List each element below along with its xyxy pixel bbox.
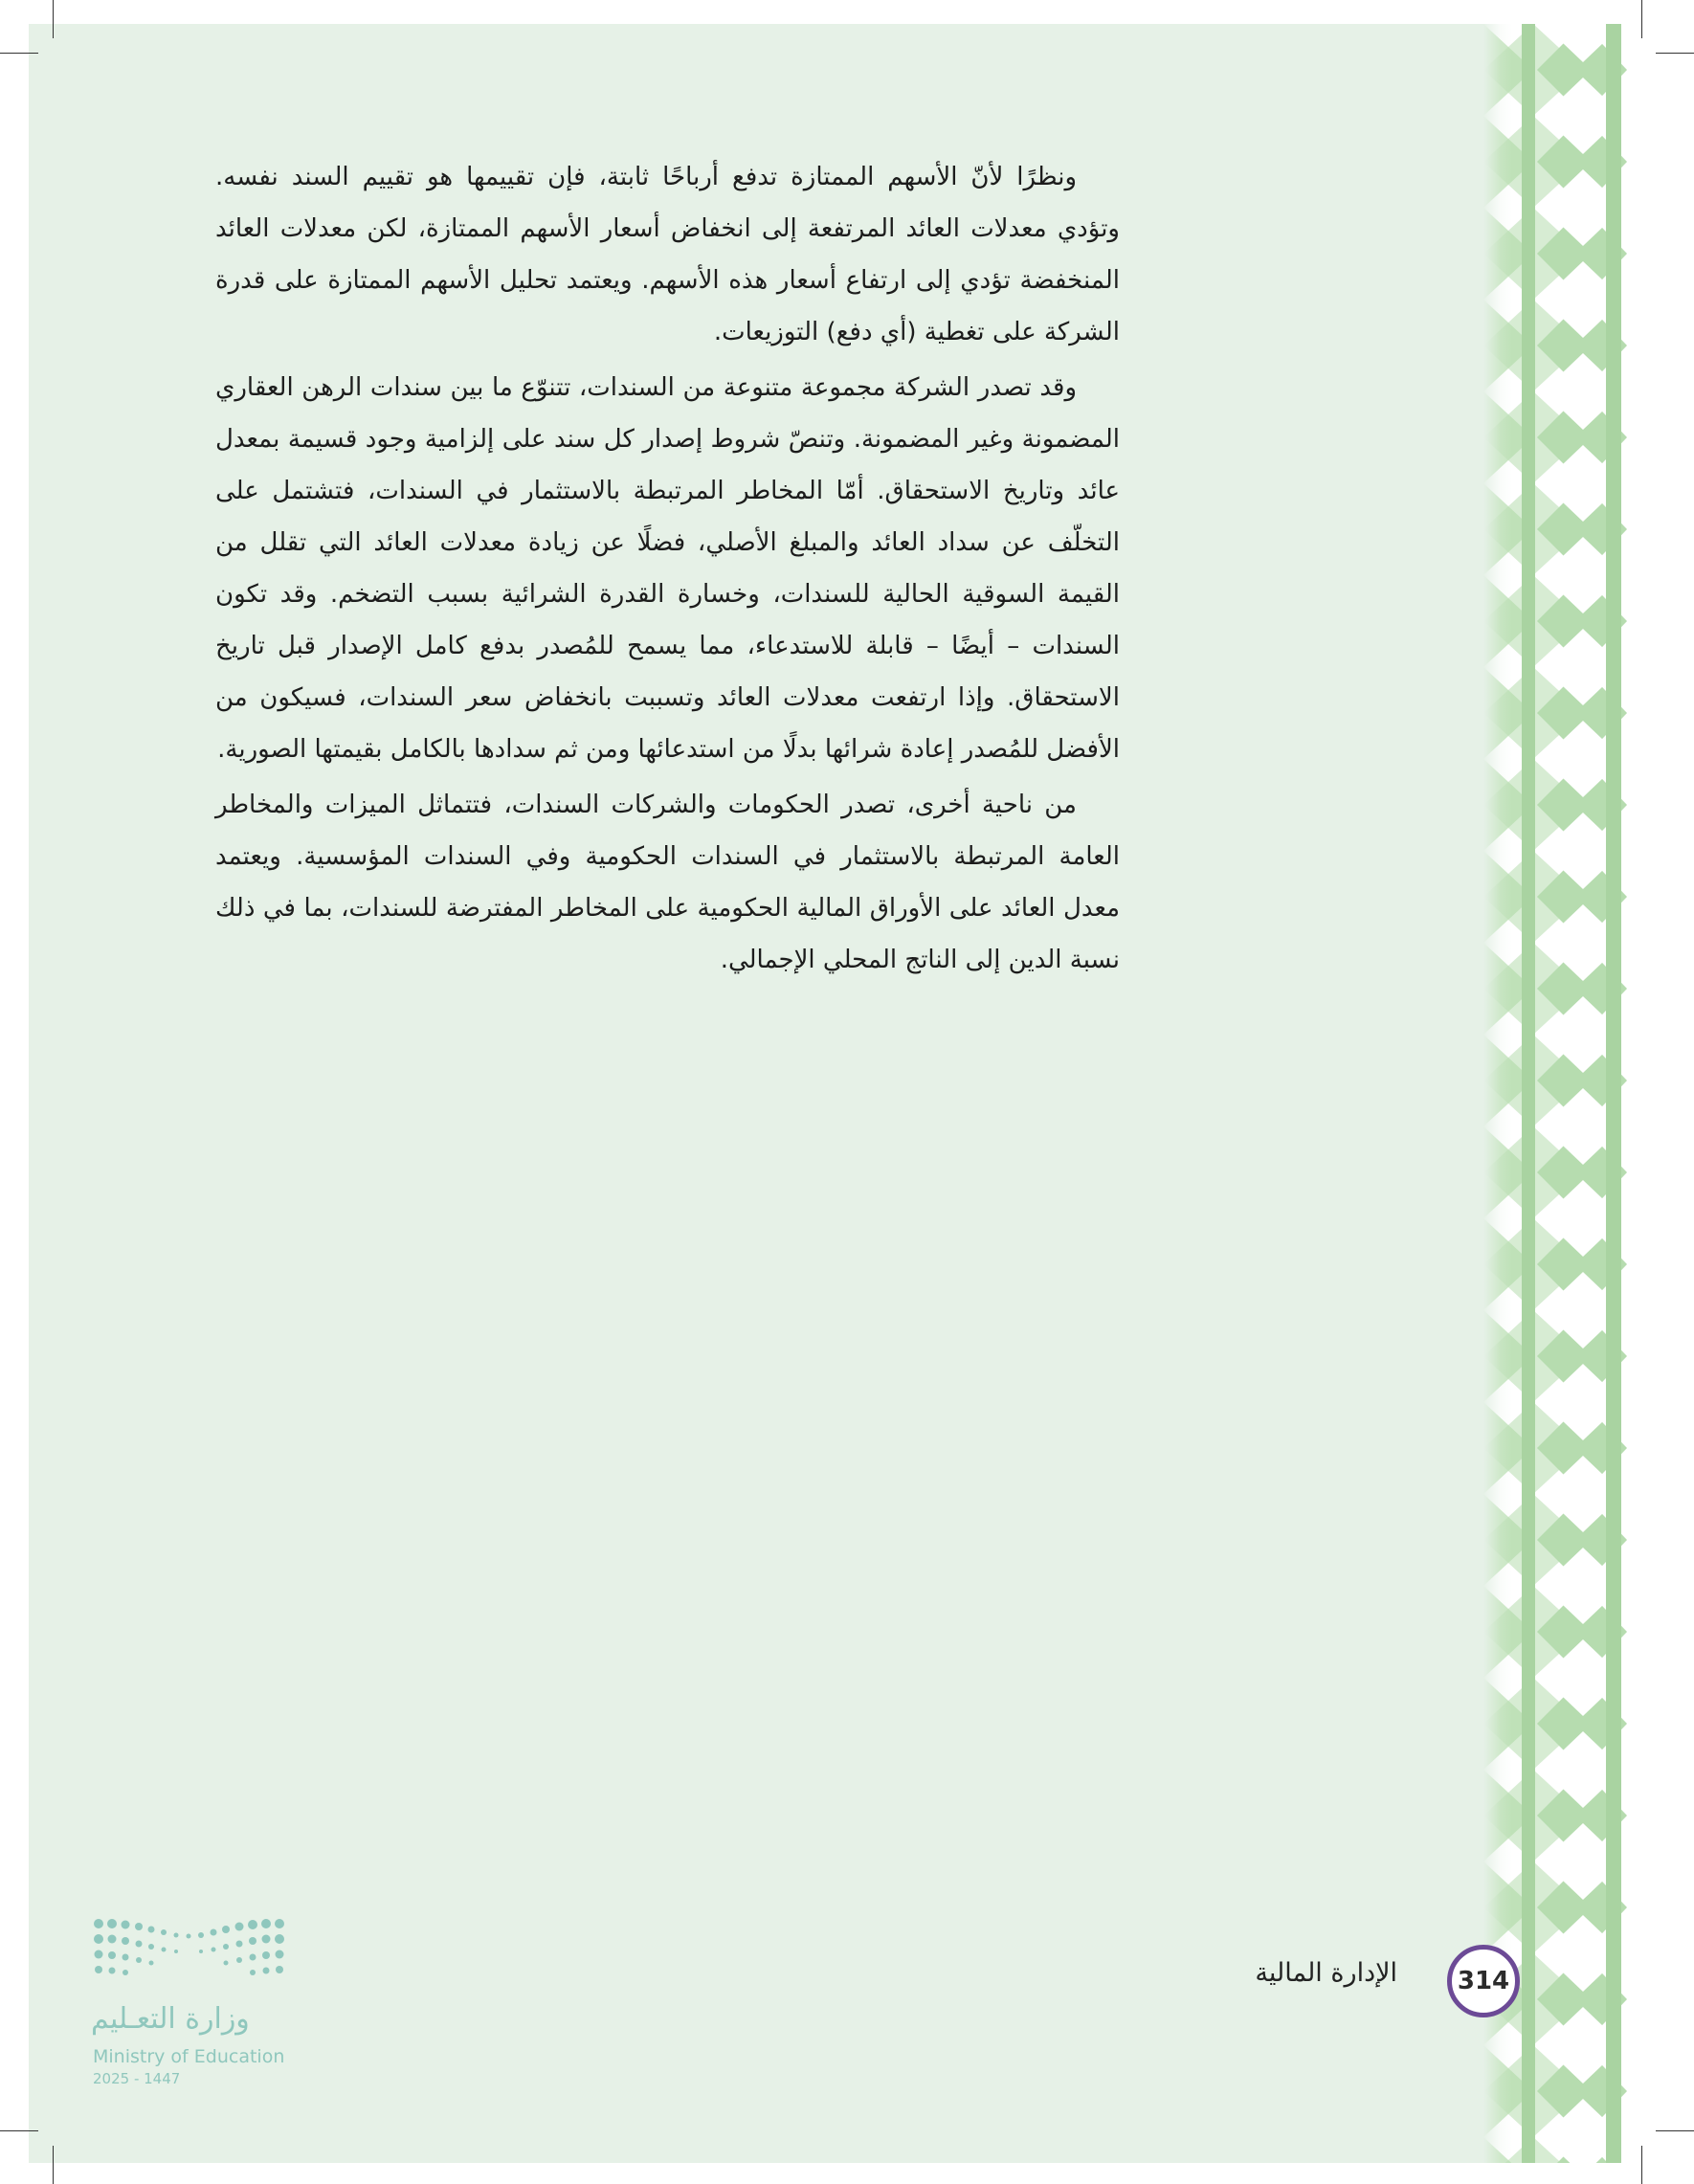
crop-mark	[0, 53, 38, 54]
paragraph: وقد تصدر الشركة مجموعة متنوعة من السندات، تتنوّع ما بين سندات الرهن العقاري المضمونة وغير المضمونة. وتنصّ شروط إصدار كل سند على إلزامية وجود قسيمة بمعدل عائد وتاريخ الاستحقاق. أمّا المخاطر المرتبطة بالاستثمار في السندات، فتشتمل على التخلّف عن سداد العائد والمبلغ الأصلي، فضلًا عن زيادة معدلات العائد التي تقلل من القيمة السوقية الحالية للسندات، وخسارة القدرة الشرائية بسبب التضخم. وقد تكون السندات – أيضًا – قابلة للاستدعاء، مما يسمح للمُصدر بدفع كامل الإصدار قبل تاريخ الاستحقاق. وإذا ارتفعت معدلات العائد وتسببت بانخفاض سعر السندات، فسيكون من الأفضل للمُصدر إعادة شرائها بدلًا من استدعائها ومن ثم سدادها بالكامل بقيمتها الصورية.	[215, 373, 1120, 764]
logo-english-name: Ministry of Education	[93, 2046, 285, 2067]
crop-mark	[1641, 0, 1642, 38]
logo-year: 2025 - 1447	[93, 2070, 181, 2087]
page-number-badge	[1447, 1945, 1520, 2017]
crop-mark	[53, 2146, 54, 2184]
section-title: الإدارة المالية	[1255, 1958, 1397, 1988]
crop-mark	[1656, 2130, 1694, 2131]
logo-arabic-name: وزارة التعـليم	[91, 2002, 250, 2036]
crop-mark	[1641, 2146, 1642, 2184]
crop-mark	[1656, 53, 1694, 54]
page-number: 314	[1457, 1967, 1510, 1995]
crop-mark	[53, 0, 54, 38]
crop-mark	[0, 2130, 38, 2131]
body-text	[215, 151, 1120, 990]
decorative-chevron-border	[1483, 24, 1627, 2163]
paragraph: من ناحية أخرى، تصدر الحكومات والشركات السندات، فتتماثل الميزات والمخاطر العامة المرتبطة بالاستثمار في السندات الحكومية وفي السندات المؤسسية. ويعتمد معدل العائد على الأوراق المالية الحكومية على المخاطر المفترضة للسندات، بما في ذلك نسبة الدين إلى الناتج المحلي الإجمالي.	[215, 791, 1120, 974]
paragraph: ونظرًا لأنّ الأسهم الممتازة تدفع أرباحًا ثابتة، فإن تقييمها هو تقييم السند نفسه. وتؤدي معدلات العائد المرتفعة إلى انخفاض أسعار الأسهم الممتازة، لكن معدلات العائد المنخفضة تؤدي إلى ارتفاع أسعار هذه الأسهم. ويعتمد تحليل الأسهم الممتازة على قدرة الشركة على تغطية (أي دفع) التوزيعات.	[215, 163, 1120, 346]
